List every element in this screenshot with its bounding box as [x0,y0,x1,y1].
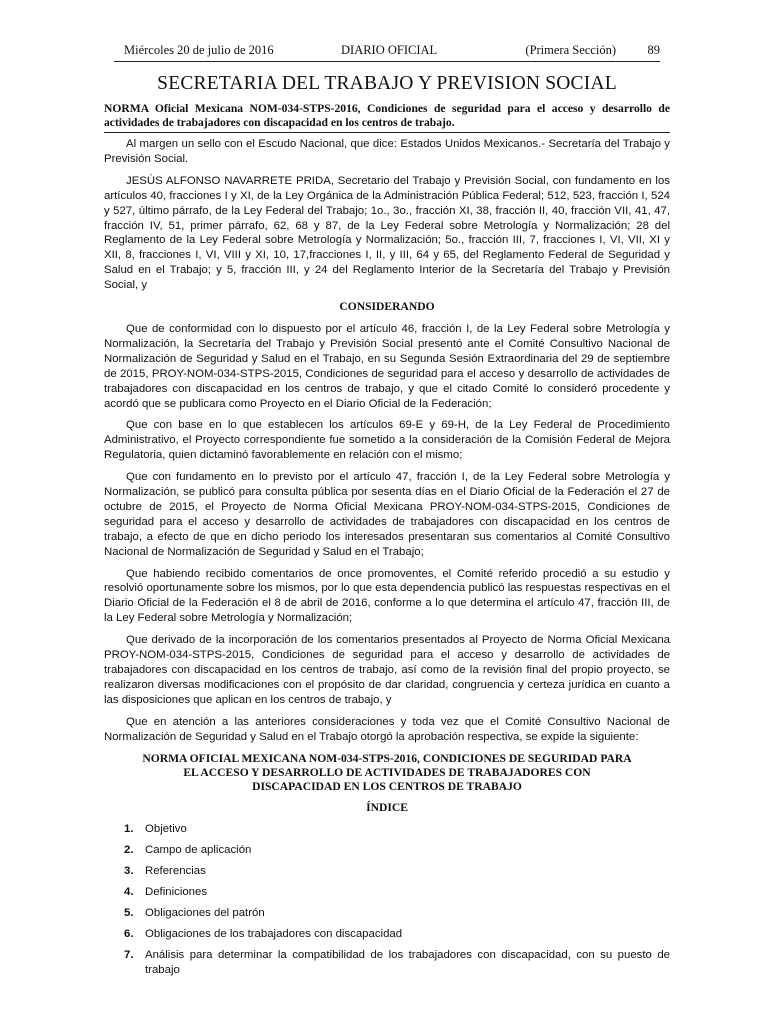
index-item [104,906,670,921]
index-item [104,843,670,858]
index-item-label: Obligaciones de los trabajadores con discapacidad [145,927,403,940]
index-item [104,822,670,837]
issue-date: Miércoles 20 de julio de 2016 [124,43,274,57]
index-item-label: Objetivo [145,823,187,836]
document-page [104,0,670,1024]
index-item-label: Referencias [145,865,206,878]
intro-paragraph: Al margen un sello con el Escudo Nacional, que dice: Estados Unidos Mexicanos.- Secretaría del Trabajo y Previsión Social. [104,138,670,165]
index-item [104,927,670,942]
norm-block-title [104,752,670,794]
title-rule [104,132,670,133]
index-item-number: 5. [124,907,134,920]
index-item-label: Análisis para determinar la compatibilidad de los trabajadores con discapacidad, con su puesto de trabajo [145,948,670,976]
publication-name: DIARIO OFICIAL [341,43,438,57]
index-item-number: 1. [124,823,134,836]
considerando-heading: CONSIDERANDO [339,300,435,314]
index-item-label: Obligaciones del patrón [145,907,265,920]
considerando-paragraph: Que con fundamento en lo previsto por el artículo 47, fracción I, de la Ley Federal sobre Metrología y Normalización, se publicó para consulta pública por sesenta días en el Diario Oficial de la Federación el 27 de octubre de 2015, el Proyecto de Norma Oficial Mexicana PROY-NOM-034-STPS-2015, Condiciones de seguridad para el acceso y desarrollo de actividades de trabajadores con discapacidad en los centros de trabajo, a efecto de que en dicho periodo los interesados presentaran sus comentarios al Comité Consultivo Nacional de Normalización de Seguridad y Salud en el Trabajo; [104,471,670,558]
considerando-paragraph: Que habiendo recibido comentarios de once promoventes, el Comité referido procedió a su estudio y resolvió oportunamente sobre los mismos, por lo que esta dependencia publicó las respuestas respectivas en el Diario Oficial de la Federación el 8 de abril de 2016, conforme a lo que determina el artículo 47, fracción III, de la Ley Federal sobre Metrología y Normalización; [104,567,670,625]
considerando-paragraph: Que en atención a las anteriores consideraciones y toda vez que el Comité Consultivo Nacional de Normalización de Seguridad y Salud en el Trabajo otorgó la aprobación respectiva, se expide la siguiente: [104,715,670,743]
running-header [114,43,660,59]
index-item-number: 6. [124,927,134,940]
norm-block-title-line: NORMA OFICIAL MEXICANA NOM-034-STPS-2016, CONDICIONES DE SEGURIDAD PARA [142,751,632,765]
norm-block-title-line: EL ACCESO Y DESARROLLO DE ACTIVIDADES DE TRABAJADORES CON [183,765,591,779]
index-list [104,822,670,977]
norm-block-title-line: DISCAPACIDAD EN LOS CENTROS DE TRABAJO [252,779,522,793]
index-item-number: 3. [124,865,134,878]
document-body [104,137,670,984]
intro-paragraph: JESÚS ALFONSO NAVARRETE PRIDA, Secretario del Trabajo y Previsión Social, con fundamento en los artículos 40, fracciones I y XI, de la Ley Orgánica de la Administración Pública Federal; 512, 523, fracción I, 524 y 527, último párrafo, de la Ley Federal del Trabajo; 1o., 3o., fracción XI, 38, fracción II, 40, fracción VII, 41, 47, fracción IV, 51, primer párrafo, 62, 68 y 87, de la Ley Federal sobre Metrología y Normalización; 28 del Reglamento de la Ley Federal sobre Metrología y Normalización; 5o., fracción III, 7, fracciones I, VI, VII, XI y XII, 8, fracciones I, VI, VIII y XI, 10, 17,fracciones I, II, y III, 64 y 65, del Reglamento Federal de Seguridad y Salud en el Trabajo; y 5, fracción III, y 24 del Reglamento Interior de la Secretaría del Trabajo y Previsión Social, y [104,174,670,292]
page-number: 89 [647,43,660,57]
considerando-paragraph: Que con base en lo que establecen los artículos 69-E y 69-H, de la Ley Federal de Procedimiento Administrativo, el Proyecto correspondiente fue sometido a la consideración de la Comisión Federal de Mejora Regulatoria, quien dictaminó favorablemente en relación con el mismo; [104,419,670,462]
considerando-paragraph: Que de conformidad con lo dispuesto por el artículo 46, fracción I, de la Ley Federal sobre Metrología y Normalización, la Secretaría del Trabajo y Previsión Social presentó ante el Comité Consultivo Nacional de Normalización de Seguridad y Salud en el Trabajo, en su Segunda Sesión Extraordinaria del 29 de septiembre de 2015, PROY-NOM-034-STPS-2015, Condiciones de seguridad para el acceso y desarrollo de actividades de trabajadores con discapacidad en los centros de trabajo, y que el citado Comité lo consideró procedente y acordó que se publicara como Proyecto en el Diario Oficial de la Federación; [104,322,670,410]
index-item [104,948,670,978]
index-item [104,864,670,879]
index-item [104,885,670,900]
header-rule [114,61,660,62]
norm-title: NORMA Oficial Mexicana NOM-034-STPS-2016, Condiciones de seguridad para el acceso y desarrollo de actividades de trabajadores con discapacidad en los centros de trabajo. [104,102,670,129]
index-heading: ÍNDICE [366,800,408,814]
index-item-number: 2. [124,844,134,857]
index-item-label: Campo de aplicación [145,844,252,857]
index-item-number: 7. [124,948,134,961]
ministry-heading: SECRETARIA DEL TRABAJO Y PREVISION SOCIAL [157,73,617,94]
section-label: (Primera Sección) [525,43,616,57]
considerando-paragraph: Que derivado de la incorporación de los comentarios presentados al Proyecto de Norma Oficial Mexicana PROY-NOM-034-STPS-2015, Condiciones de seguridad para el acceso y desarrollo de actividades de trabajadores con discapacidad en los centros de trabajo, así como de la revisión final del propio proyecto, se realizaron diversas modificaciones con el propósito de dar claridad, congruencia y certeza jurídica en cuanto a las disposiciones que aplican en los centros de trabajo, y [104,634,670,706]
index-item-label: Definiciones [145,886,208,899]
index-item-number: 4. [124,886,134,899]
